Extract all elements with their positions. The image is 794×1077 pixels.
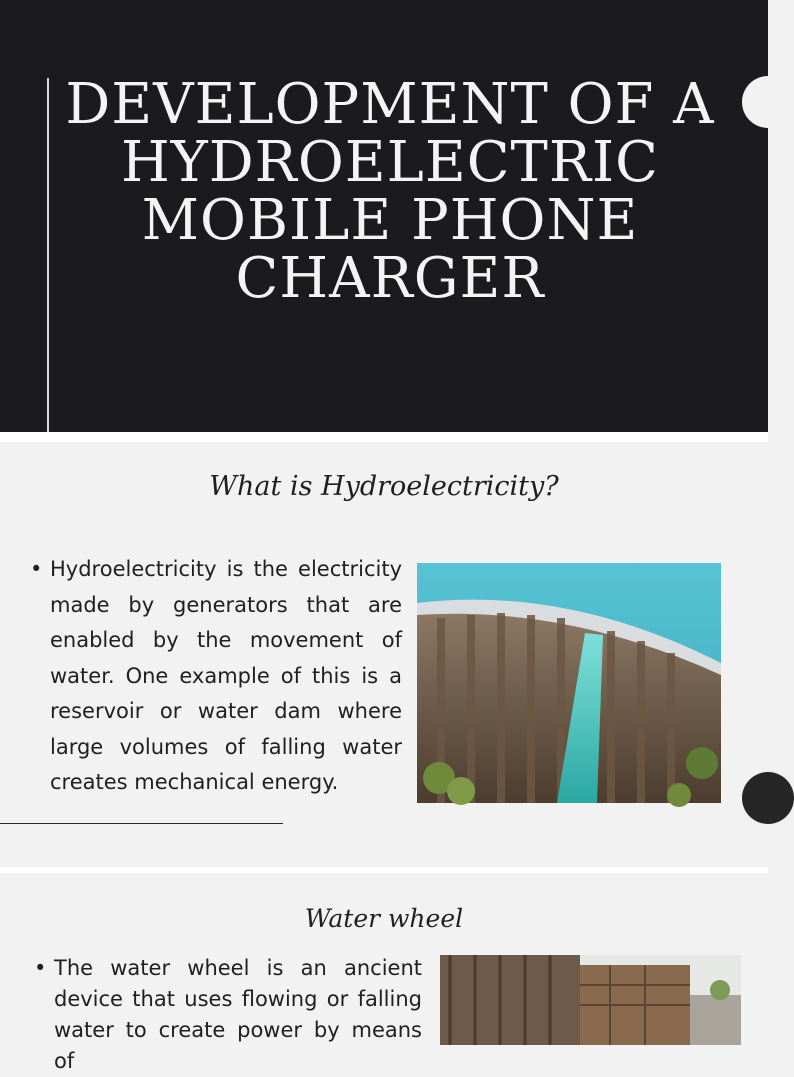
title-slide (0, 0, 768, 432)
presentation-title: DEVELOPMENT OF A HYDROELECTRIC MOBILE PHONE CHARGER (65, 72, 715, 311)
water-wheel-slide (0, 873, 768, 1073)
decorative-circle-light (742, 76, 794, 128)
title-accent-line (47, 78, 49, 432)
slide-separator (0, 432, 768, 442)
hydroelectricity-slide (0, 442, 768, 867)
decorative-circle-dark (742, 772, 794, 824)
bullet-paragraph (34, 953, 422, 1077)
bullet-text: Hydroelectricity is the electricity made by generators that are enabled by the movement of water. One example of this is a reservoir or water dam where large volumes of falling water creates mechanical energy. (50, 557, 402, 794)
bullet-text: The water wheel is an ancient device that uses flowing or falling water to create power by means of (54, 956, 422, 1073)
water-wheel-photo (440, 955, 741, 1045)
bullet-paragraph (30, 552, 402, 801)
bullet-mark: • (34, 956, 47, 980)
slide-heading: What is Hydroelectricity? (209, 471, 559, 502)
divider-line (0, 823, 283, 824)
dam-photo (417, 563, 721, 803)
bullet-mark: • (30, 557, 43, 581)
slide-heading: Water wheel (304, 904, 464, 933)
